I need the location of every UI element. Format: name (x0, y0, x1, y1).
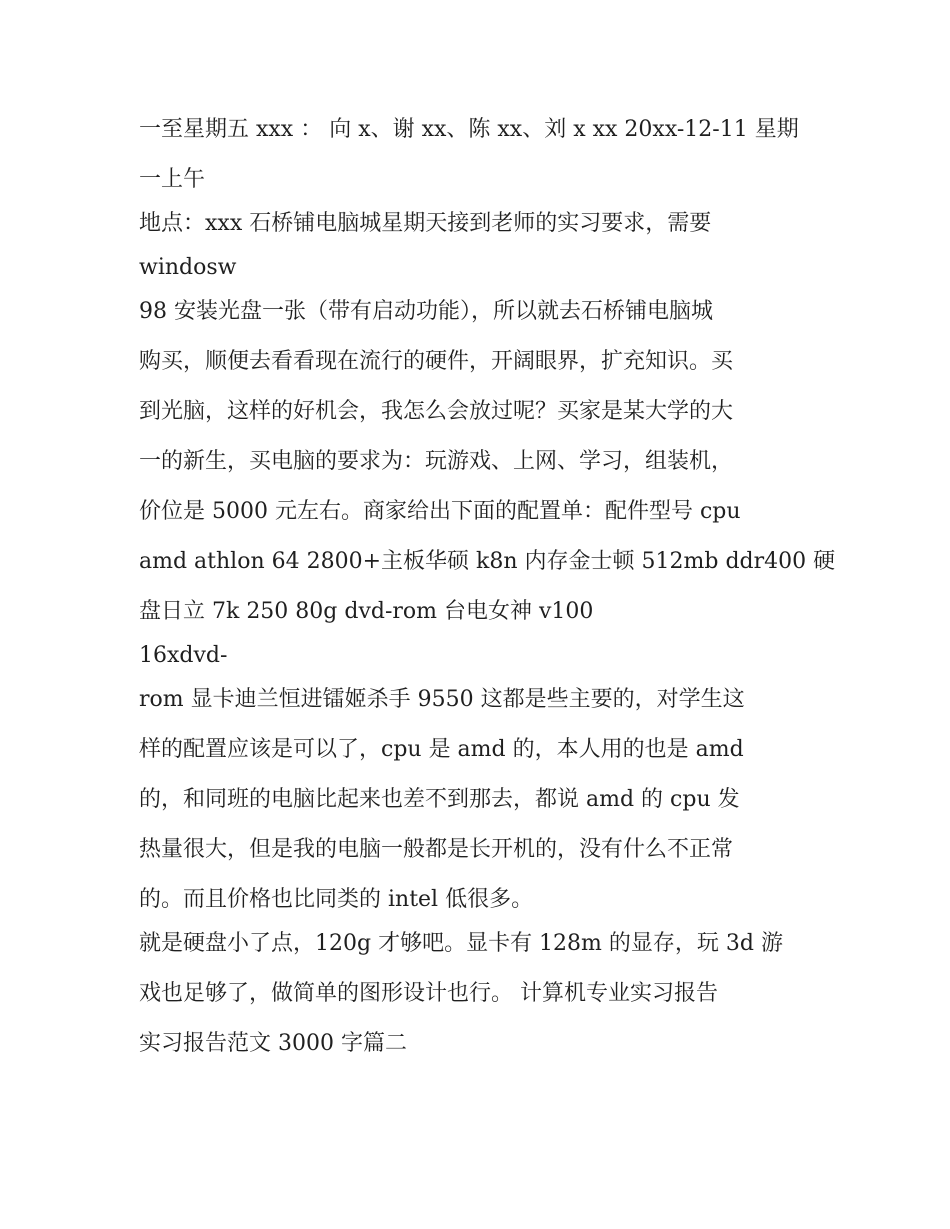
text-line: rom 显卡迪兰恒进镭姬杀手 9550 这都是些主要的，对学生这 (139, 687, 745, 712)
document-body (139, 110, 836, 1074)
text-line: 的。而且价格也比同类的 intel 低很多。 (139, 887, 534, 912)
text-line: 地点：xxx 石桥铺电脑城星期天接到老师的实习要求，需要 (139, 211, 712, 236)
text-line: 热量很大，但是我的电脑一般都是长开机的，没有什么不正常 (139, 837, 734, 862)
text-line: 戏也足够了，做简单的图形设计也行。 计算机专业实习报告 (139, 981, 718, 1006)
text-line: 实习报告范文 3000 字篇二 (139, 1031, 407, 1056)
text-line: 98 安装光盘一张（带有启动功能），所以就去石桥铺电脑城 (139, 299, 713, 324)
text-line: amd athlon 64 2800+主板华硕 k8n 内存金士顿 512mb ddr400 硬 (139, 549, 836, 574)
text-line: 盘日立 7k 250 80g dvd-rom 台电女神 v100 (139, 599, 594, 624)
text-line: 的，和同班的电脑比起来也差不到那去，都说 amd 的 cpu 发 (139, 787, 740, 812)
text-line: windosw (139, 255, 237, 280)
text-line: 价位是 5000 元左右。商家给出下面的配置单：配件型号 cpu (139, 499, 741, 524)
text-line: 购买，顺便去看看现在流行的硬件，开阔眼界，扩充知识。买 (139, 349, 734, 374)
text-line: 一至星期五 xxx ： 向 x、谢 xx、陈 xx、刘 x xx 20xx-12-11 星期 (139, 117, 799, 142)
text-line: 16xdvd- (139, 643, 228, 668)
text-line: 就是硬盘小了点，120g 才够吧。显卡有 128m 的显存，玩 3d 游 (139, 931, 783, 956)
text-line: 一的新生，买电脑的要求为：玩游戏、上网、学习，组装机， (139, 449, 734, 474)
text-line: 一上午 (139, 167, 206, 192)
text-line: 到光脑，这样的好机会，我怎么会放过呢？买家是某大学的大 (139, 399, 734, 424)
text-line: 样的配置应该是可以了，cpu 是 amd 的，本人用的也是 amd (139, 737, 744, 762)
